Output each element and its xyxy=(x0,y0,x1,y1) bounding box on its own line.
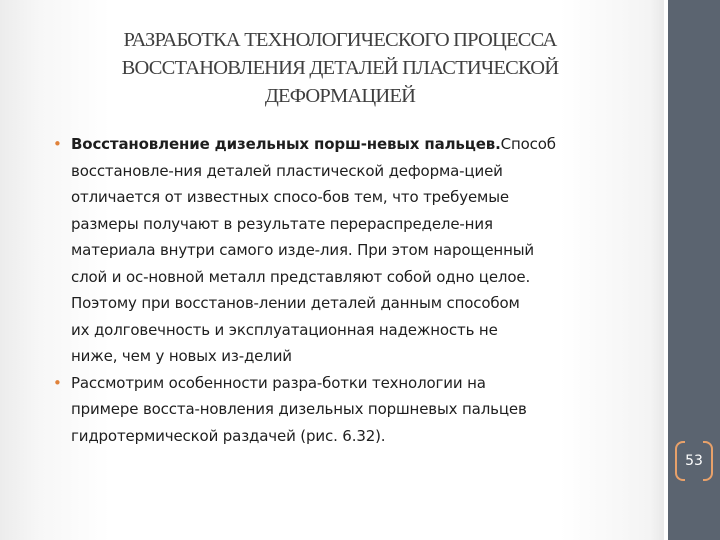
page-number: 53 xyxy=(685,453,703,469)
bullet-line: восстановле-ния деталей пластической деформа-цией xyxy=(71,161,503,180)
bullet-line: отличается от известных спосо-бов тем, что требуемые xyxy=(71,188,509,206)
bullet-line: размеры получают в результате перераспределе-ния xyxy=(71,214,493,233)
title-line: ДЕФОРМАЦИЕЙ xyxy=(264,85,416,107)
bullet-bold-lead: Восстановление дизельных порш-невых пальцев. xyxy=(71,135,501,153)
bullet-line: Рассмотрим особенности разра-ботки технологии на xyxy=(71,373,486,392)
bullet-line: примере восста-новления дизельных поршневых пальцев xyxy=(71,400,527,418)
bullet-line: их долговечность и эксплуатационная надежность не xyxy=(71,320,498,339)
bullet-line: Поэтому при восстанов-лении деталей данным способом xyxy=(71,294,520,312)
bullet-text: Способ xyxy=(500,135,556,153)
bullet-line: слой и ос-новной металл представляют собой одно целое. xyxy=(71,267,531,286)
bullet-item xyxy=(53,370,635,450)
bullet-item xyxy=(53,131,635,370)
bullet-line: гидротермической раздачей (рис. 6.32). xyxy=(71,426,386,445)
slide-title xyxy=(60,26,620,110)
page-number-badge xyxy=(675,441,713,479)
bullet-line: материала внутри самого изде-лия. При этом нарощенный xyxy=(71,241,535,259)
bullet-dot-icon: • xyxy=(53,135,62,153)
bullet-line: ниже, чем у новых из-делий xyxy=(71,347,292,365)
bullet-line xyxy=(71,131,635,158)
title-line: ВОССТАНОВЛЕНИЯ ДЕТАЛЕЙ ПЛАСТИЧЕСКОЙ xyxy=(121,57,559,79)
bullet-dot-icon: • xyxy=(53,373,62,392)
slide-body xyxy=(53,131,635,449)
title-line: РАЗРАБОТКА ТЕХНОЛОГИЧЕСКОГО ПРОЦЕССА xyxy=(123,29,557,51)
